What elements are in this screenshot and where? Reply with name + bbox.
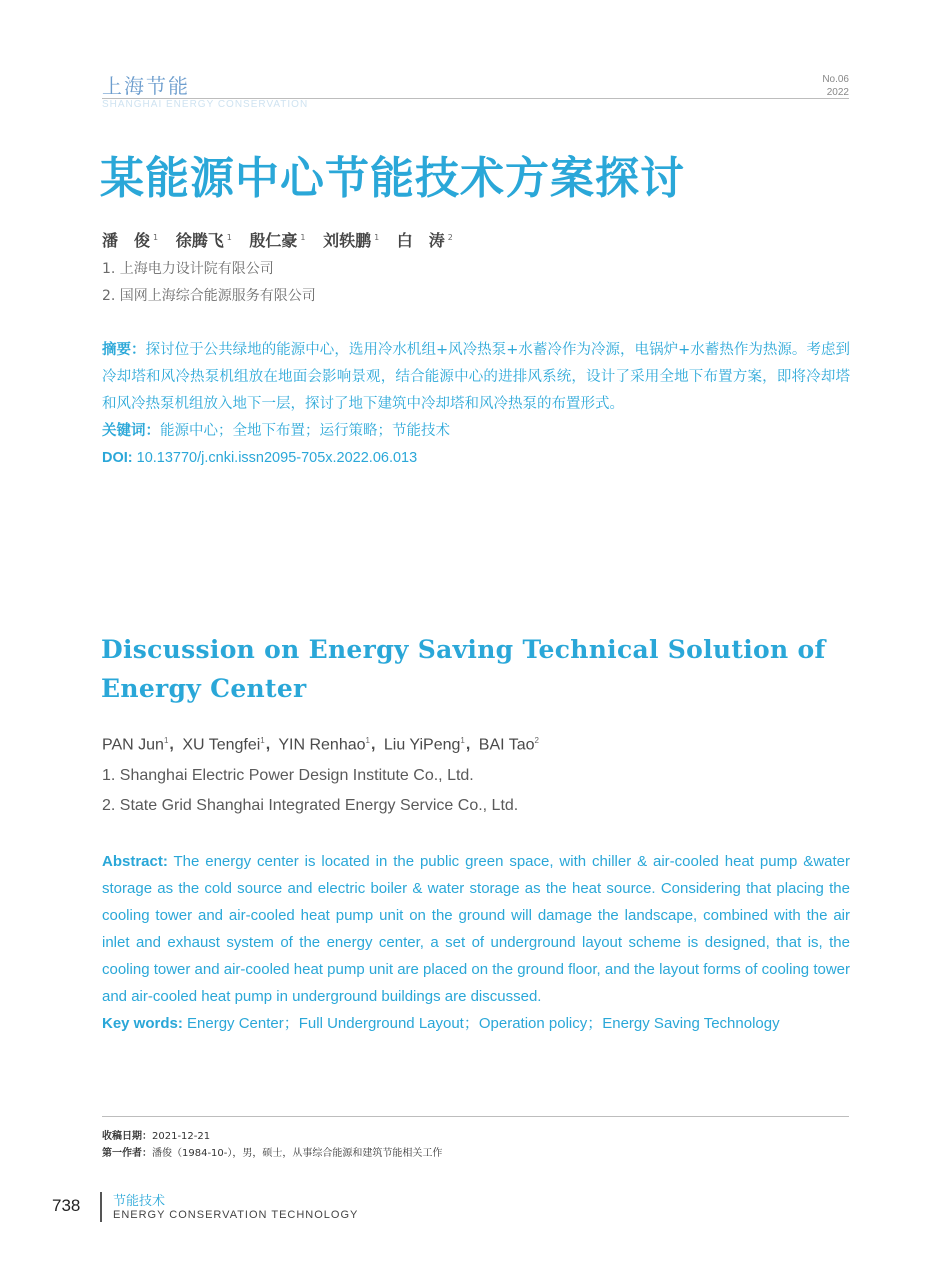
author-list-cn: [102, 228, 465, 251]
keywords-cn-text: 能源中心；全地下布置；运行策略；节能技术: [160, 423, 450, 439]
author-affil-sup: 1: [226, 232, 232, 242]
author-affil-sup: 2: [447, 232, 453, 242]
author-cn: 徐腾飞: [175, 231, 224, 250]
author-cn: 刘轶鹏: [323, 231, 372, 250]
keywords-cn: [102, 418, 850, 445]
journal-name-cn: 上海节能: [102, 74, 190, 98]
author-affil-sup: 1: [374, 232, 380, 242]
author-affil-sup: 1: [460, 736, 465, 745]
journal-name-en: SHANGHAI ENERGY CONSERVATION: [102, 99, 309, 110]
affiliation-cn-1: 1. 上海电力设计院有限公司: [102, 261, 274, 277]
abstract-en-text: The energy center is located in the public green space, with chiller & air-cooled heat pump &water storage as the cold source and electric boiler & water storage as the heat source. Considering that placing the cooling tower and air-cooled heat pump unit on the ground will damage the landscape, combined with the air inlet and exhaust system of the energy center, a set of underground layout scheme is designed, that is, the cooling tower and air-cooled heat pump unit are placed on the ground floor, and the layout forms of cooling tower and air-cooled heat pump in underground buildings are discussed.: [102, 853, 850, 1005]
received-date: 2021-12-21: [152, 1131, 211, 1142]
footnote-first-author: [102, 1144, 442, 1159]
author-en: YIN Renhao: [278, 736, 366, 754]
author-en: PAN Jun: [102, 736, 164, 754]
author-affil-sup: 1: [163, 736, 169, 745]
section-name-en: ENERGY CONSERVATION TECHNOLOGY: [113, 1209, 359, 1221]
doi-label: DOI:: [102, 450, 133, 466]
doi-link[interactable]: 10.13770/j.cnki.issn2095-705x.2022.06.013: [136, 450, 418, 466]
author-en: Liu YiPeng: [383, 736, 461, 754]
footnote-received: [102, 1127, 210, 1142]
keywords-en-label: Key words:: [102, 1015, 183, 1032]
affiliation-en-1: 1. Shanghai Electric Power Design Institute Co., Ltd.: [102, 767, 474, 784]
keywords-cn-label: 关键词：: [102, 423, 160, 439]
abstract-en: [102, 848, 850, 1010]
affiliation-cn-2: 2. 国网上海综合能源服务有限公司: [102, 288, 316, 304]
abstract-cn: [102, 337, 850, 418]
section-name-cn: 节能技术: [113, 1194, 166, 1209]
issue-year: 2022: [826, 87, 849, 98]
issue-number: No.06: [822, 74, 849, 85]
author-cn: 殷仁豪: [249, 231, 298, 250]
author-list-en: PAN Jun$^1$, XU Tengfei$^1$, YIN Renhao$^1$, Liu YiPeng$^1$, BAI Tao$^2$: [102, 736, 539, 754]
first-author-info: 潘俊（1984-10-），男，硕士，从事综合能源和建筑节能相关工作: [152, 1148, 443, 1159]
abstract-en-label: Abstract:: [102, 853, 168, 870]
first-author-label: 第一作者：: [102, 1148, 152, 1159]
abstract-cn-block: [102, 337, 850, 472]
author-cn: 潘 俊: [102, 231, 151, 250]
doi: [102, 445, 850, 472]
author-en: BAI Tao: [478, 736, 535, 754]
author-affil-sup: 1: [365, 736, 370, 745]
abstract-en-block: [102, 848, 850, 1037]
footnote-divider: [102, 1116, 849, 1117]
author-cn: 白 涛: [396, 231, 445, 250]
author-affil-sup: 1: [300, 232, 306, 242]
article-title-en: Discussion on Energy Saving Technical Solution of Energy Center: [101, 635, 826, 703]
article-title-cn: 某能源中心节能技术方案探讨: [100, 153, 685, 204]
affiliation-en-2: 2. State Grid Shanghai Integrated Energy Service Co., Ltd.: [102, 797, 519, 814]
author-en: XU Tengfei: [182, 736, 261, 754]
abstract-cn-text: 探讨位于公共绿地的能源中心，选用冷水机组+风冷热泵+水蓄冷作为冷源，电锅炉+水蓄热作为热源。考虑到冷却塔和风冷热泵机组放在地面会影响景观，结合能源中心的进排风系统，设计了采用全地下布置方案，即将冷却塔和风冷热泵机组放入地下一层，探讨了地下建筑中冷却塔和风冷热泵的布置形式。: [102, 342, 850, 412]
author-affil-sup: 1: [153, 232, 159, 242]
page-number: 738: [52, 1196, 81, 1215]
keywords-en-text: Energy Center；Full Underground Layout；Operation policy；Energy Saving Technology: [187, 1015, 780, 1032]
received-label: 收稿日期：: [102, 1131, 152, 1142]
footer-divider: [100, 1192, 102, 1222]
author-affil-sup: 2: [534, 736, 539, 745]
author-affil-sup: 1: [260, 736, 265, 745]
abstract-cn-label: 摘要：: [102, 342, 146, 358]
issue-info: [822, 73, 849, 99]
keywords-en: [102, 1010, 850, 1037]
